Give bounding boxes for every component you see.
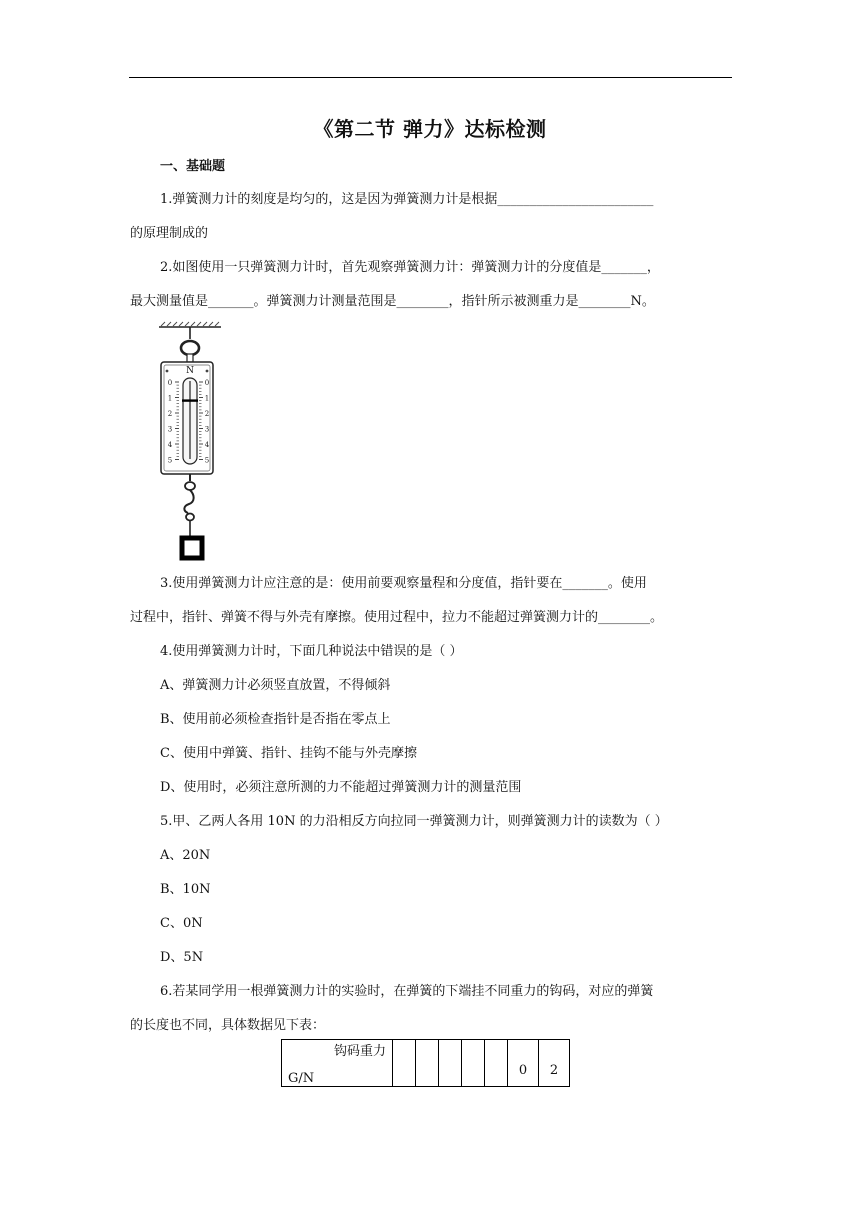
question-3-line-2: 过程中，指针、弹簧不得与外壳有摩擦。使用过程中，拉力不能超过弹簧测力计的________。 bbox=[130, 610, 664, 625]
hanging-weight bbox=[182, 538, 202, 558]
question-4-option-c: C、使用中弹簧、指针、挂钩不能与外壳摩擦 bbox=[160, 746, 417, 761]
hook-eye bbox=[185, 482, 195, 490]
table-cell bbox=[393, 1040, 416, 1087]
ceiling-hatch bbox=[161, 322, 219, 326]
question-2-line-1: 2.如图使用一只弹簧测力计时，首先观察弹簧测力计：弹簧测力计的分度值是_______， bbox=[160, 260, 660, 275]
row-label-line-2: G/N bbox=[288, 1071, 315, 1086]
table-cell: 0 bbox=[508, 1040, 539, 1087]
question-4-option-b: B、使用前必须检查指针是否指在零点上 bbox=[160, 712, 391, 727]
weight-loop bbox=[186, 514, 194, 521]
question-5-option-b: B、10N bbox=[160, 882, 211, 897]
hook-icon bbox=[184, 490, 193, 513]
question-4-stem: 4.使用弹簧测力计时，下面几种说法中错误的是（ ） bbox=[160, 644, 463, 659]
question-2-line-2: 最大测量值是_______。弹簧测力计测量范围是________，指针所示被测重力是________N。 bbox=[130, 294, 655, 309]
question-6-line-2: 的长度也不同，具体数据见下表： bbox=[130, 1018, 326, 1033]
table-cell bbox=[462, 1040, 485, 1087]
spring-scale-figure bbox=[155, 321, 225, 563]
rivet bbox=[166, 370, 169, 373]
question-5-option-d: D、5N bbox=[160, 950, 204, 965]
question-6-line-1: 6.若某同学用一根弹簧测力计的实验时，在弹簧的下端挂不同重力的钩码，对应的弹簧 bbox=[160, 984, 654, 999]
scale-label-left: 5 bbox=[167, 456, 173, 465]
question-5-stem: 5.甲、乙两人各用 10N 的力沿相反方向拉同一弹簧测力计，则弹簧测力计的读数为（ ） bbox=[160, 814, 668, 829]
header-rule bbox=[129, 77, 732, 78]
data-table bbox=[281, 1039, 570, 1087]
scale-label-right: 5 bbox=[204, 456, 210, 465]
top-ring bbox=[181, 341, 199, 355]
page-title: 《第二节 弹力》达标检测 bbox=[313, 117, 547, 141]
question-3-line-1: 3.使用弹簧测力计应注意的是：使用前要观察量程和分度值，指针要在_______。使用 bbox=[160, 576, 647, 591]
table-row-label bbox=[282, 1040, 393, 1087]
scale-label-left: 0 bbox=[167, 379, 173, 387]
table-cell: 2 bbox=[539, 1040, 570, 1087]
scale-label-left: 2 bbox=[167, 410, 173, 418]
table-cell bbox=[416, 1040, 439, 1087]
unit-label: N bbox=[186, 366, 194, 376]
table-cell bbox=[485, 1040, 508, 1087]
scale-label-left: 1 bbox=[167, 394, 173, 403]
scale-label-right: 1 bbox=[204, 394, 210, 403]
scale-label-right: 3 bbox=[204, 425, 210, 434]
scale-label-left: 4 bbox=[167, 441, 173, 449]
question-4-option-d: D、使用时，必须注意所测的力不能超过弹簧测力计的测量范围 bbox=[160, 780, 522, 795]
row-label-line-1: 钩码重力 bbox=[333, 1044, 386, 1059]
question-4-option-a: A、弹簧测力计必须竖直放置，不得倾斜 bbox=[160, 678, 391, 693]
ring-neck bbox=[187, 354, 193, 362]
rivet bbox=[206, 370, 209, 373]
section-heading: 一、基础题 bbox=[160, 159, 226, 174]
table-cell bbox=[439, 1040, 462, 1087]
scale-label-right: 2 bbox=[204, 410, 210, 418]
scale-label-right: 4 bbox=[204, 441, 210, 449]
scale-label-left: 3 bbox=[167, 425, 173, 434]
question-1-line-1: 1.弹簧测力计的刻度是均匀的，这是因为弹簧测力计是根据________________________ bbox=[160, 192, 654, 207]
question-5-option-a: A、20N bbox=[160, 848, 211, 863]
scale-label-right: 0 bbox=[204, 379, 210, 387]
question-5-option-c: C、0N bbox=[160, 916, 203, 931]
question-1-line-2: 的原理制成的 bbox=[130, 226, 209, 241]
